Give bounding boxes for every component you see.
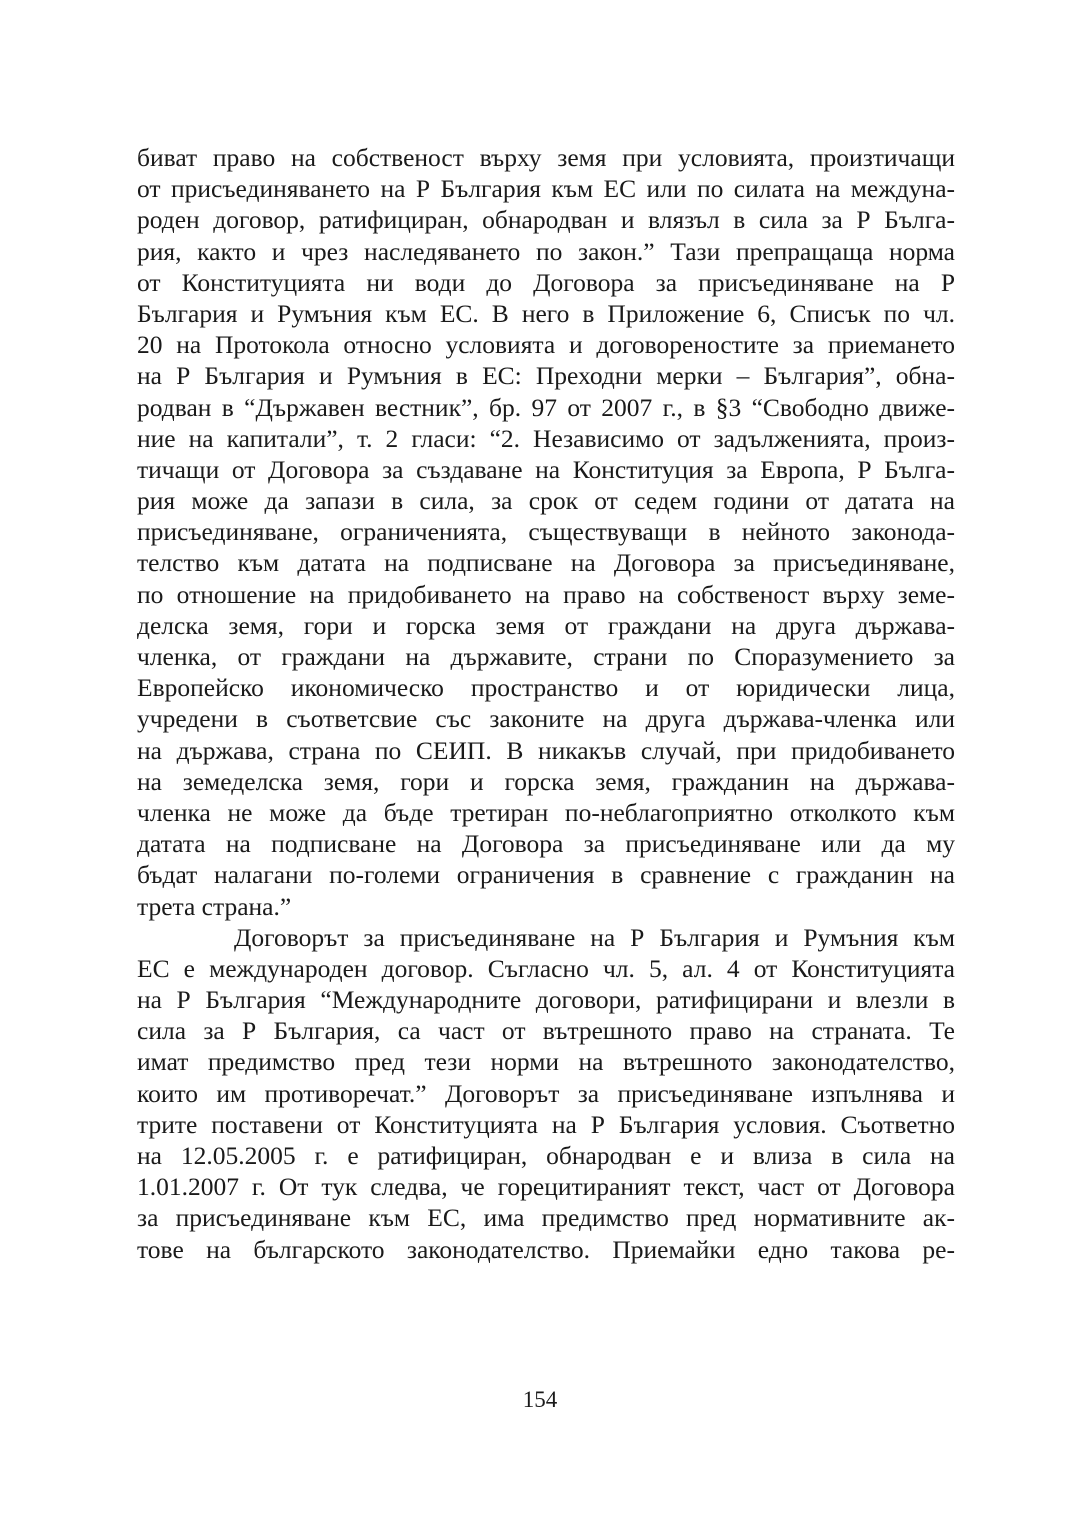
- text-line: рия, както и чрез наследяването по закон.” Тази препращаща норма: [137, 236, 955, 266]
- text-line: Европейско икономическо пространство и от юридически лица,: [137, 673, 955, 703]
- page-number: 154: [522, 1387, 558, 1412]
- text-line: на държава, страна по СЕИП. В никакъв случай, при придобиването: [137, 735, 955, 765]
- text-line: сила за Р България, са част от вътрешното право на страната. Те: [137, 1016, 955, 1046]
- paragraph-2: [137, 922, 955, 1265]
- text-line: на 12.05.2005 г. е ратифициран, обнародван е и влиза в сила на: [137, 1141, 955, 1170]
- text-line: датата на подписване на Договора за присъединяване или да му: [137, 829, 955, 859]
- text-line: телство към датата на подписване на Договора за присъединяване,: [137, 548, 955, 578]
- text-line: от Конституцията ни води до Договора за присъединяване на Р: [137, 267, 955, 297]
- text-line: присъединяване, ограниченията, съществуващи в нейното законода-: [137, 517, 955, 547]
- text-line: за присъединяване към ЕС, има предимство пред нормативните ак-: [137, 1203, 955, 1233]
- text-line: Договорът за присъединяване на Р България и Румъния към: [234, 922, 955, 952]
- text-line: които им противоречат.” Договорът за присъединяване изпълнява и: [137, 1078, 955, 1108]
- text-line: учредени в съответсвие със законите на друга държава-членка или: [137, 704, 955, 734]
- text-line: членка, от граждани на държавите, страни по Споразумението за: [137, 642, 955, 671]
- text-line: тове на българското законодателство. Приемайки едно такова ре-: [137, 1234, 955, 1264]
- text-line: от присъединяването на Р България към ЕС или по силата на междуна-: [137, 174, 955, 204]
- text-line: на Р България “Международните договори, ратифицирани и влезли в: [137, 985, 955, 1015]
- text-line: по отношение на придобиването на право на собственост върху земе-: [137, 579, 955, 609]
- text-line: на земеделска земя, гори и горска земя, гражданин на държава-: [137, 766, 955, 796]
- text-line: членка не може да бъде третиран по-неблагоприятно отколкото към: [137, 797, 955, 827]
- body-text: [137, 142, 955, 1265]
- text-line: ние на капитали”, т. 2 гласи: “2. Независимо от задълженията, произ-: [137, 423, 955, 453]
- text-line: на Р България и Румъния в ЕС: Преходни мерки – България”, обна-: [137, 361, 955, 391]
- text-line: 1.01.2007 г. От тук следва, че горецитираният текст, част от Договора: [137, 1172, 955, 1202]
- text-line: трите поставени от Конституцията на Р България условия. Съответно: [137, 1109, 955, 1139]
- text-line: имат предимство пред тези норми на вътрешното законодателство,: [137, 1047, 955, 1077]
- text-line: 20 на Протокола относно условията и договореностите за приемането: [137, 330, 955, 360]
- text-line: трета страна.”: [137, 891, 292, 921]
- text-line: България и Румъния към ЕС. В него в Приложение 6, Списък по чл.: [137, 298, 955, 328]
- text-line: ЕС е международен договор. Съгласно чл. 5, ал. 4 от Конституцията: [137, 953, 955, 983]
- text-line: тичащи от Договора за създаване на Конституция за Европа, Р Бълга-: [137, 454, 955, 484]
- text-line: родван в “Държавен вестник”, бр. 97 от 2007 г., в §3 “Свободно движе-: [137, 392, 955, 422]
- text-line: делска земя, гори и горска земя от граждани на друга държава-: [137, 610, 955, 640]
- paragraph-1: [137, 142, 955, 922]
- text-line: биват право на собственост върху земя при условията, произтичащи: [137, 143, 955, 172]
- text-line: бъдат налагани по-големи ограничения в сравнение с гражданин на: [137, 860, 955, 890]
- text-line: роден договор, ратифициран, обнародван и влязъл в сила за Р Бълга-: [137, 205, 955, 235]
- text-line: рия може да запази в сила, за срок от седем години от датата на: [137, 486, 955, 516]
